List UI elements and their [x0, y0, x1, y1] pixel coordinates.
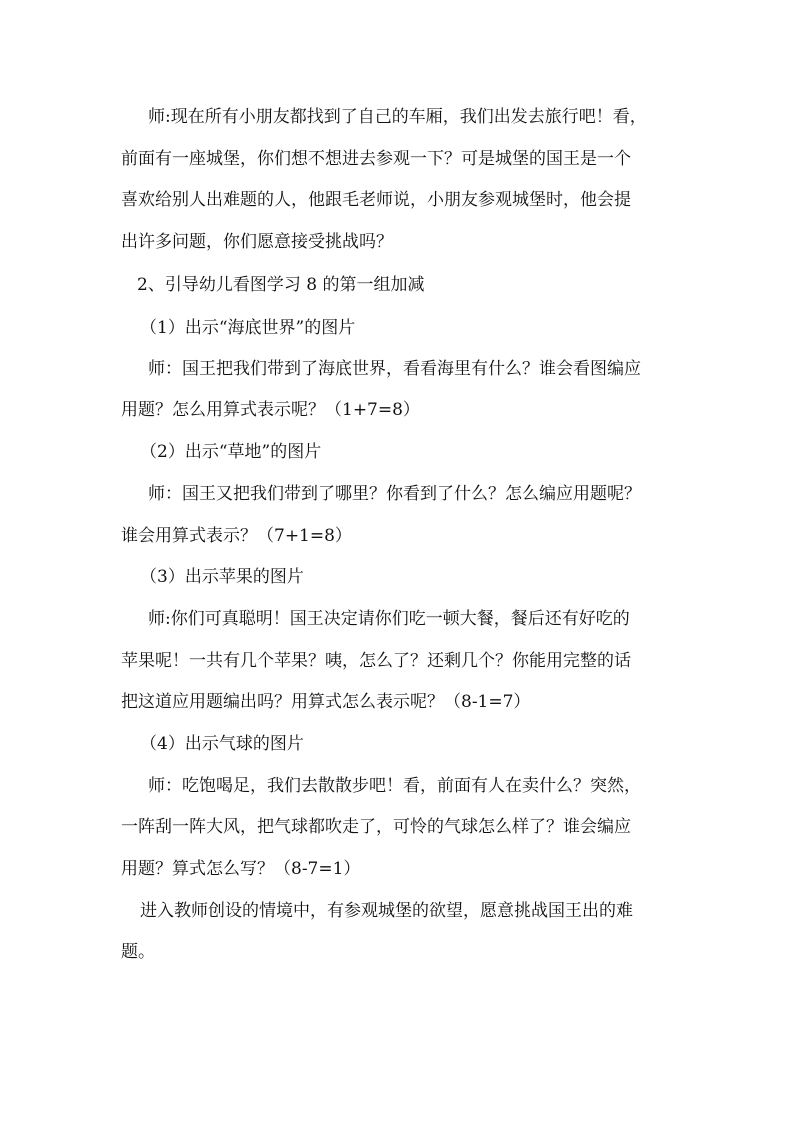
paragraph-line-16: 题。 — [121, 942, 155, 962]
paragraph-line-2: 前面有一座城堡，你们想不想进去参观一下？可是城堡的国王是一个 — [121, 149, 631, 169]
paragraph-line-7: 师：国王又把我们带到了哪里？你看到了什么？怎么编应用题呢？ — [148, 484, 641, 504]
paragraph-line-10: 苹果呢！一共有几个苹果？咦，怎么了？还剩几个？你能用完整的话 — [121, 651, 631, 671]
paragraph-line-13: 一阵刮一阵大风，把气球都吹走了，可怜的气球怎么样了？谁会编应 — [121, 817, 631, 837]
paragraph-line-14: 用题？算式怎么写？（8-7=1） — [121, 859, 361, 879]
paragraph-line-15: 进入教师创设的情境中，有参观城堡的欲望，愿意挑战国王出的难 — [140, 901, 633, 921]
subsection-heading-4: （4）出示气球的图片 — [140, 734, 304, 754]
paragraph-line-1: 师:现在所有小朋友都找到了自己的车厢，我们出发去旅行吧！看， — [148, 107, 647, 127]
paragraph-line-4: 出许多问题，你们愿意接受挑战吗？ — [121, 232, 393, 252]
paragraph-line-3: 喜欢给别人出难题的人，他跟毛老师说，小朋友参观城堡时，他会提 — [121, 190, 631, 210]
paragraph-line-8: 谁会用算式表示？（7+1=8） — [121, 526, 352, 546]
paragraph-line-6: 用题？怎么用算式表示呢？（1+7=8） — [121, 400, 420, 420]
subsection-heading-3: （3）出示苹果的图片 — [140, 567, 304, 587]
subsection-heading-1: （1）出示“海底世界”的图片 — [140, 318, 356, 338]
paragraph-line-9: 师:你们可真聪明！国王决定请你们吃一顿大餐，餐后还有好吃的 — [148, 609, 630, 629]
paragraph-line-12: 师：吃饱喝足，我们去散散步吧！看，前面有人在卖什么？突然， — [148, 776, 641, 796]
subsection-heading-2: （2）出示“草地”的图片 — [140, 442, 322, 462]
paragraph-line-11: 把这道应用题编出吗？用算式怎么表示呢？（8-1=7） — [121, 692, 531, 712]
paragraph-line-5: 师：国王把我们带到了海底世界，看看海里有什么？谁会看图编应 — [148, 359, 641, 379]
section-heading: 2、引导幼儿看图学习 8 的第一组加减 — [137, 275, 425, 295]
